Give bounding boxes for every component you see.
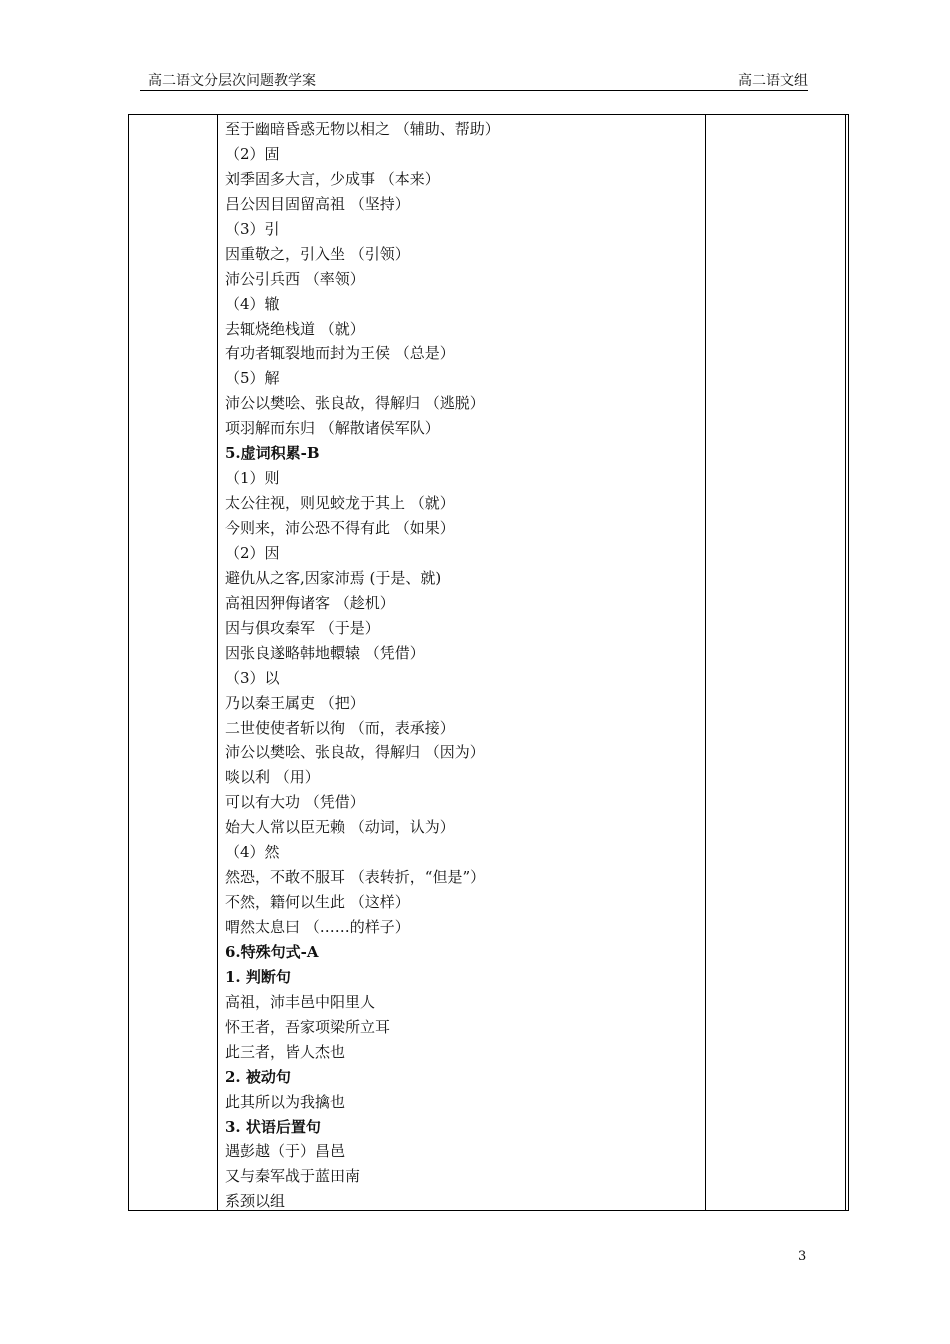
content-line: 此其所以为我擒也 [225,1092,346,1111]
content-line: 太公往视，则见蛟龙于其上 （就） [225,494,455,513]
column-divider-left [217,115,218,1210]
content-line: 沛公以樊哙、张良故，得解归 （逃脱） [225,394,485,413]
content-line: （4）辙 [225,294,280,313]
content-line: 刘季固多大言，少成事 （本来） [225,169,440,188]
content-line: 因与俱攻秦军 （于是） [225,618,380,637]
content-line: 系颈以组 [225,1192,286,1211]
content-line: 沛公以樊哙、张良故，得解归 （因为） [225,743,485,762]
content-line: 可以有大功 （凭借） [225,793,365,812]
content-line: 喟然太息曰 （……的样子） [225,918,410,936]
content-line: 始大人常以臣无赖 （动词，认为） [225,818,455,837]
content-line: 2. 被动句 [225,1067,291,1086]
content-line: （2）因 [225,543,280,562]
content-line: （5）解 [225,369,280,388]
page-number: 3 [798,1249,807,1264]
content-line: 今则来，沛公恐不得有此 （如果） [225,519,455,537]
page-header [140,72,808,91]
content-line: 然恐，不敢不服耳 （表转折，“但是”） [225,868,486,887]
content-line: （1）则 [225,469,280,488]
content-line: （3）以 [225,668,280,687]
content-line: 啖以利 （用） [225,768,320,787]
content-line: 因重敬之，引入坐 （引领） [225,244,410,263]
content-line: 1. 判断句 [225,967,291,986]
content-line: 有功者辄裂地而封为王侯 （总是） [225,344,455,363]
table-double-border [845,115,846,1210]
content-line: 因张良遂略韩地轘辕 （凭借） [225,643,425,662]
content-line: 怀王者，吾家项梁所立耳 [225,1017,391,1036]
content-line: 此三者，皆人杰也 [225,1042,346,1061]
content-line: 乃以秦王属吏 （把） [225,693,365,712]
content-line: 6.特殊句式-A [225,942,319,961]
content-line: 遇彭越（于）昌邑 [225,1142,346,1161]
content-line: 不然，籍何以生此 （这样） [225,893,410,912]
content-line: 吕公因目固留高祖 （坚持） [225,194,410,213]
content-line: 高祖因狎侮诸客 （趁机） [225,593,395,612]
content-line: 5.虚词积累-B [225,444,320,463]
content-line: 避仇从之客,因家沛焉 (于是、就) [225,568,442,587]
lesson-table [128,114,849,1211]
content-line: 沛公引兵西 （率领） [225,269,365,288]
content-line: （2）固 [225,144,280,163]
header-group: 高二语文组 [738,73,808,89]
content-line: （3）引 [225,219,280,238]
content-line: 高祖，沛丰邑中阳里人 [225,992,376,1011]
header-title: 高二语文分层次问题教学案 [148,73,316,89]
content-line: 去辄烧绝栈道 （就） [225,319,365,338]
content-line: 又与秦军战于蓝田南 [225,1167,361,1186]
content-line: （4）然 [225,843,280,862]
content-line: 二世使使者斩以徇 （而，表承接） [225,718,455,737]
content-line: 3. 状语后置句 [225,1117,321,1136]
column-divider-right [705,115,706,1210]
lesson-content [225,117,695,1214]
content-line: 项羽解而东归 （解散诸侯军队） [225,419,440,438]
content-line: 至于幽暗昏惑无物以相之 （辅助、帮助） [225,120,500,138]
